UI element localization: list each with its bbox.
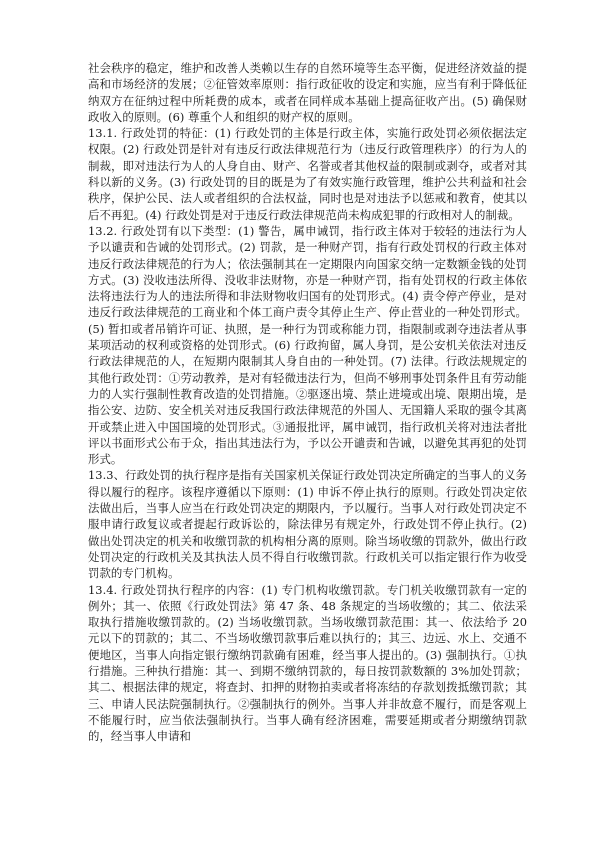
paragraph-13-3-execution-procedure: 13.3、行政处罚的执行程序是指有关国家机关保证行政处罚决定所确定的当事人的义务得以履行的程序。该程序遵循以下原则：(1) 申诉不停止执行的原则。行政处罚决定依法做出后，当事人应当在行政处罚决定的期限内，予以履行。当事人对行政处罚决定不服申请行政复议或者提起行政诉讼的，除法律另有规定外，行政处罚不停止执行。(2)做出处罚决定的机关和收缴罚款的机构相分离的原则。除当场收缴的罚款外，做出行政处罚决定的行政机关及其执法人员不得自行收缴罚款。行政机关可以指定银行作为收受罚款的专门机构。 <box>88 468 527 581</box>
paragraph-13-2-penalty-types: 13.2. 行政处罚有以下类型：(1) 警告，属申诫罚，指行政主体对于较轻的违法行为人予以谴责和告诫的处罚形式。(2) 罚款，是一种财产罚，指有行政处罚权的行政主体对违反行政法律规范的行为人；依法强制其在一定期限内向国家交纳一定数额金钱的处罚方式。(3) 没收违法所得、没收非法财物，亦是一种财产罚，指有处罚权的行政主体依法将违法行为人的违法所得和非法财物收归国有的处罚形式。(4) 责令停产停业，是对违反行政法律规范的工商业和个体工商户责令其停止生产、停止营业的一种处罚形式。(5) 暂扣或者吊销许可证、执照，是一种行为罚或称能力罚，指限制或剥夺违法者从事某项活动的权利或资格的处罚形式。(6) 行政拘留，属人身罚，是公安机关依法对违反行政法律规范的人，在短期内限制其人身自由的一种处罚。(7) 法律。行政法规规定的其他行政处罚：①劳动教养，是对有轻微违法行为，但尚不够刑事处罚条件且有劳动能力的人实行强制性教育改造的处罚措施。②驱逐出境、禁止进境或出境、限期出境，是指公安、边防、安全机关对违反我国行政法律规范的外国人、无国籍人采取的强令其离开或禁止进入中国国境的处罚形式。③通报批评，属申诫罚，指行政机关将对违法者批评以书面形式公布于众，指出其违法行为，予以公开谴责和告诫，以避免其再犯的处罚形式。 <box>88 223 527 467</box>
paragraph-13-4-execution-content: 13.4. 行政处罚执行程序的内容：(1) 专门机构收缴罚款。专门机关收缴罚款有一定的例外；其一、依照《行政处罚法》第 47 条、48 条规定的当场收缴的；其二、依法采取执行措施收缴罚款的。(2) 当场收缴罚款。当场收缴罚款范围：其一、依法给予 20 元以下的罚款的；其二、不当场收缴罚款事后难以执行的；其三、边远、水上、交通不便地区，当事人向指定银行缴纳罚款确有困难，经当事人提出的。(3) 强制执行。①执行措施。三种执行措施：其一、到期不缴纳罚款的，每日按罚款数额的 3%加处罚款；其二、根据法律的规定，将查封、扣押的财物拍卖或者将冻结的存款划拨抵缴罚款；其三、申请人民法院强制执行。②强制执行的例外。当事人并非故意不履行，而是客观上不能履行时，应当依法强制执行。当事人确有经济困难，需要延期或者分期缴纳罚款的，经当事人申请和 <box>88 582 527 744</box>
paragraph-13-1-penalty-features: 13.1. 行政处罚的特征：(1) 行政处罚的主体是行政主体，实施行政处罚必须依据法定权限。(2) 行政处罚是针对有违反行政法律规范行为（违反行政管理秩序）的行为人的制裁，即对违法行为人的人身自由、财产、名誉或者其他权益的限制或剥夺，或者对其科以新的义务。(3) 行政处罚的目的既是为了有效实施行政管理，维护公共利益和社会秩序，保护公民、法人或者组织的合法权益，同时也是对违法予以惩戒和教育，使其以后不再犯。(4) 行政处罚是对于违反行政法律规范尚未构成犯罪的行政相对人的制裁。 <box>88 126 527 222</box>
paragraph-ecological-principles: 社会秩序的稳定，维护和改善人类赖以生存的自然环境等生态平衡，促进经济效益的提高和市场经济的发展；②征管效率原则：指行政征收的设定和实施，应当有利于降低征纳双方在征纳过程中所耗费的成本，或者在同样成本基础上提高征收产出。(5) 确保财政收入的原则。(6) 尊重个人和组织的财产权的原则。 <box>88 61 527 124</box>
